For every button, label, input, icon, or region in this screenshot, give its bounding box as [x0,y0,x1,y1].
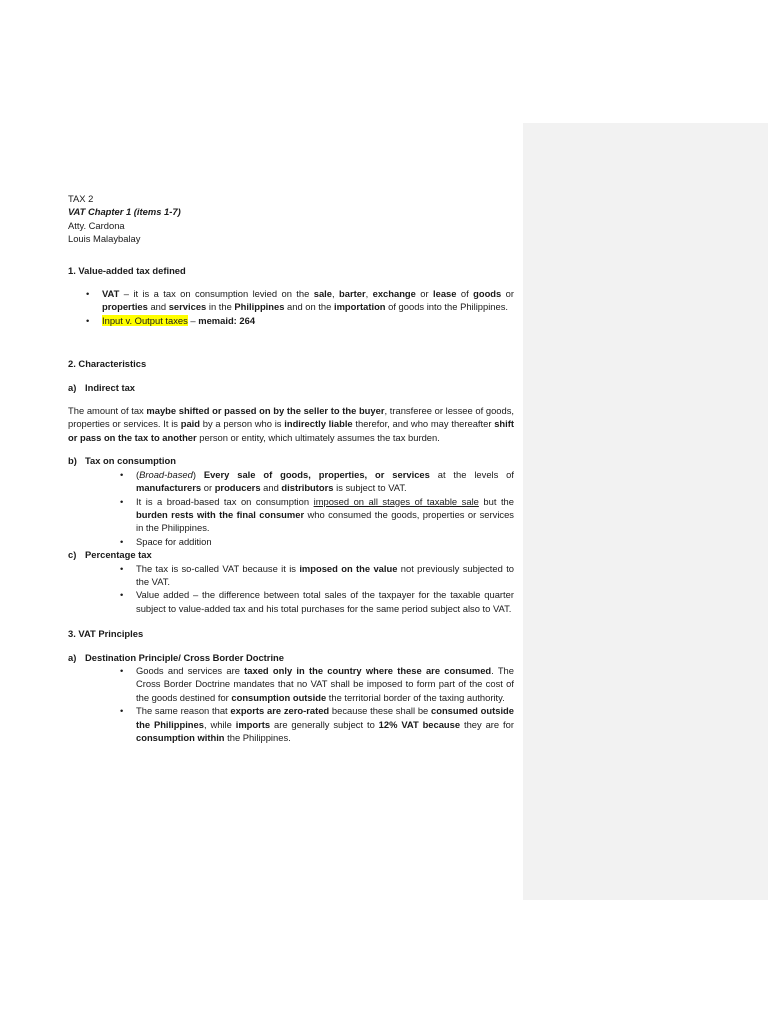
section-1-heading: 1. Value-added tax defined [68,264,186,276]
list-item: • (Broad-based) Every sale of goods, properties, or services at the levels of manufacturers or producers and distributors is subject to VAT. [136,468,514,495]
tax-on-consumption-list [68,468,514,548]
doc-professor: Atty. Cardona [68,219,125,231]
comments-pane [523,123,768,900]
doc-subtitle: VAT Chapter 1 (items 1-7) [68,206,181,218]
highlighted-comment-anchor[interactable]: Input v. Output taxes [102,314,188,326]
list-item: • Goods and services are taxed only in the country where these are consumed. The Cross Border Doctrine mandates that no VAT shall be imposed to form part of the cost of the goods destined for consumption outside the territorial border of the taxing authority. [136,664,514,704]
percentage-tax-list [68,562,514,616]
section-1-list [68,287,514,327]
list-item: • Value added – the difference between total sales of the taxpayer for the taxable quarter subject to value-added tax and his total purchases for the same period subject also to VAT. [136,588,514,615]
section-2-heading: 2. Characteristics [68,358,147,370]
doc-author: Louis Malaybalay [68,233,141,245]
subheading-destination-principle: a) Destination Principle/ Cross Border Doctrine [68,651,284,663]
list-item: • The same reason that exports are zero-rated because these shall be consumed outside the Philippines, while imports are generally subject to 12% VAT because they are for consumption within the Philippines. [136,704,514,744]
subheading-tax-on-consumption: b) Tax on consumption [68,455,176,467]
document-body [68,192,514,744]
list-item: • It is a broad-based tax on consumption imposed on all stages of taxable sale but the burden rests with the final consumer who consumed the goods, properties or services in the Philippines. [136,495,514,535]
destination-principle-list [68,664,514,744]
list-item: • The tax is so-called VAT because it is imposed on the value not previously subjected to the VAT. [136,562,514,589]
doc-title: TAX 2 [68,193,94,204]
list-item: • Space for addition [136,535,514,548]
list-item: • Input v. Output taxes – memaid: 264 [102,314,514,327]
subheading-indirect-tax: a) Indirect tax [68,381,136,393]
subheading-percentage-tax: c) Percentage tax [68,549,152,561]
section-3-heading: 3. VAT Principles [68,628,144,640]
list-item: • VAT – it is a tax on consumption levied on the sale, barter, exchange or lease of goods or properties and services in the Philippines and on the importation of goods into the Philippines. [102,287,514,314]
paragraph-indirect-tax: The amount of tax maybe shifted or passed on by the seller to the buyer, transferee or lessee of goods, properties or services. It is paid by a person who is indirectly liable therefor, and who may thereafter shift or pass on the tax to another person or entity, which ultimately assumes the tax burden. [68,405,515,443]
